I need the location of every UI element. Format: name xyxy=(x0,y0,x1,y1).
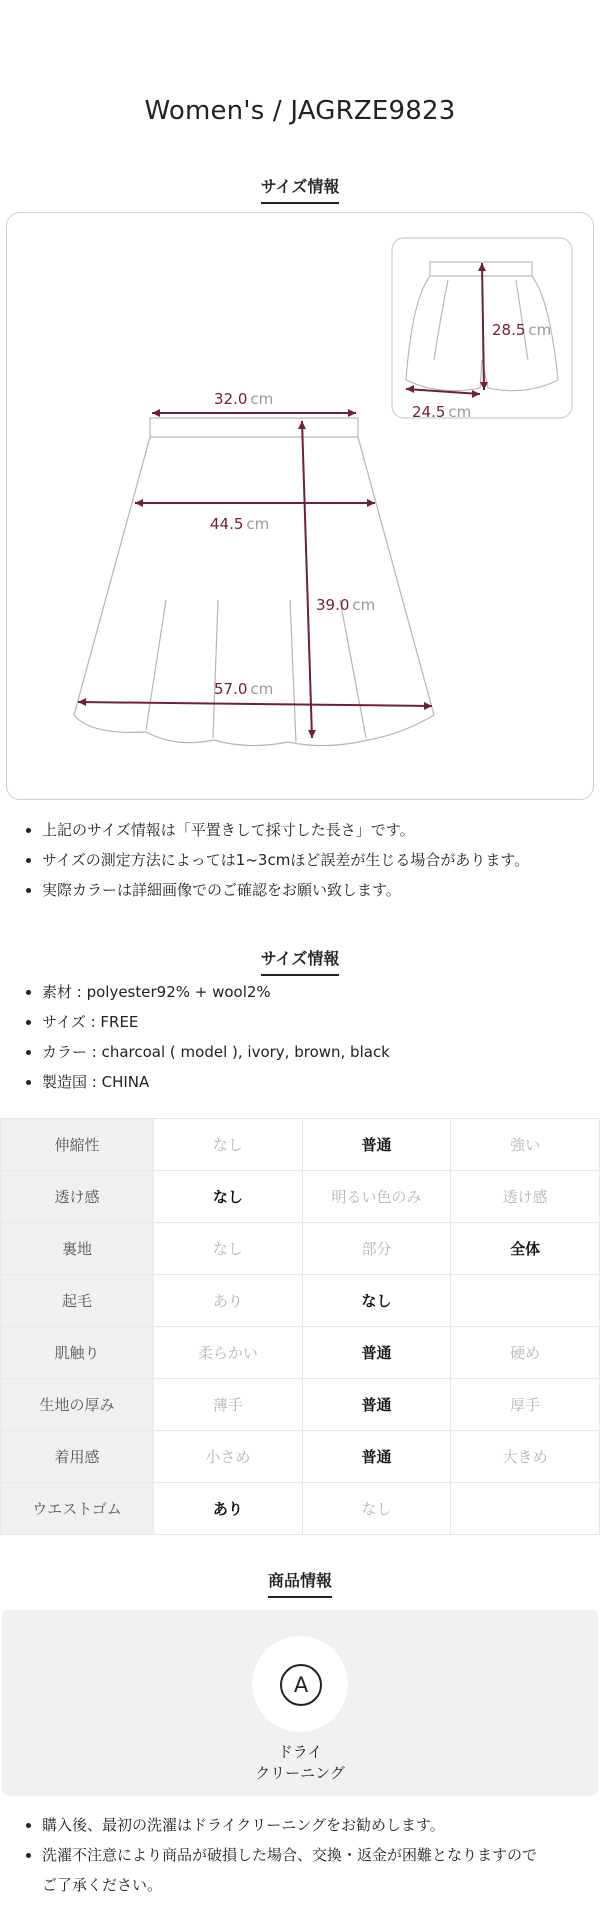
spec-option-cell: 部分 xyxy=(302,1223,451,1275)
spec-option-cell: 強い xyxy=(451,1119,600,1171)
table-row xyxy=(1,1483,600,1535)
spec-row-label: 裏地 xyxy=(1,1223,154,1275)
spec-option-cell: 小さめ xyxy=(154,1431,303,1483)
list-item: • 実際カラーは詳細画像でのご確認をお願い致します。 xyxy=(42,875,529,905)
spec-option-cell xyxy=(451,1483,600,1535)
product-info-heading: 商品情報 xyxy=(0,1568,600,1598)
spec-row-label: 伸縮性 xyxy=(1,1119,154,1171)
spec-row-label: 透け感 xyxy=(1,1171,154,1223)
spec-option-cell: 普通 xyxy=(302,1431,451,1483)
spec-option-cell: 大きめ xyxy=(451,1431,600,1483)
length-label: 39.0 cm xyxy=(316,596,376,614)
waist-label: 32.0 cm xyxy=(214,390,274,408)
spec-option-cell: 全体 xyxy=(451,1223,600,1275)
length-measure-line xyxy=(302,421,312,738)
size-info-heading: サイズ情報 xyxy=(0,174,600,204)
hem-label: 57.0 cm xyxy=(214,680,274,698)
spec-option-cell: 普通 xyxy=(302,1379,451,1431)
spec-option-cell: 厚手 xyxy=(451,1379,600,1431)
care-notes-list xyxy=(22,1810,537,1900)
spec-option-cell: なし xyxy=(302,1483,451,1535)
dry-clean-icon: A xyxy=(280,1664,322,1706)
fabric-spec-table xyxy=(0,1118,600,1535)
list-item: • 購入後、最初の洗濯はドライクリーニングをお勧めします。 xyxy=(42,1810,537,1840)
measure-lines xyxy=(78,263,488,738)
list-item: • カラー : charcoal ( model ), ivory, brown, black xyxy=(42,1037,390,1067)
inner-hem-label: 24.5 cm xyxy=(412,403,472,421)
table-row xyxy=(1,1223,600,1275)
material-info-heading: サイズ情報 xyxy=(0,946,600,976)
hem-measure-line xyxy=(78,702,432,706)
spec-option-cell: 薄手 xyxy=(154,1379,303,1431)
list-item: • サイズの測定方法によっては1~3cmほど誤差が生じる場合があります。 xyxy=(42,845,529,875)
spec-row-label: 生地の厚み xyxy=(1,1379,154,1431)
product-title: Women's / JAGRZE9823 xyxy=(144,96,456,126)
spec-table-body xyxy=(1,1119,600,1535)
list-item: • サイズ : FREE xyxy=(42,1007,390,1037)
table-row xyxy=(1,1275,600,1327)
care-label: ドライ クリーニング xyxy=(255,1743,345,1782)
spec-option-cell: 透け感 xyxy=(451,1171,600,1223)
table-row xyxy=(1,1171,600,1223)
hip-label: 44.5 cm xyxy=(210,515,270,533)
spec-row-label: 起毛 xyxy=(1,1275,154,1327)
spec-option-cell xyxy=(451,1275,600,1327)
inner-length-measure-line xyxy=(482,263,484,390)
list-item: • 素材 : polyester92% + wool2% xyxy=(42,977,390,1007)
spec-option-cell: 硬め xyxy=(451,1327,600,1379)
spec-option-cell: 柔らかい xyxy=(154,1327,303,1379)
spec-option-cell: 普通 xyxy=(302,1119,451,1171)
spec-option-cell: 普通 xyxy=(302,1327,451,1379)
spec-option-cell: 明るい色のみ xyxy=(302,1171,451,1223)
spec-row-label: 肌触り xyxy=(1,1327,154,1379)
table-row xyxy=(1,1431,600,1483)
spec-row-label: ウエストゴム xyxy=(1,1483,154,1535)
table-row xyxy=(1,1379,600,1431)
inner-length-label: 28.5 cm xyxy=(492,321,552,339)
spec-option-cell: なし xyxy=(302,1275,451,1327)
spec-row-label: 着用感 xyxy=(1,1431,154,1483)
table-row xyxy=(1,1327,600,1379)
list-item: • 上記のサイズ情報は「平置きして採寸した長さ」です。 xyxy=(42,815,529,845)
spec-option-cell: あり xyxy=(154,1483,303,1535)
table-row xyxy=(1,1119,600,1171)
list-item: • 製造国 : CHINA xyxy=(42,1067,390,1097)
care-icon-background xyxy=(252,1636,348,1732)
list-item: • 洗濯不注意により商品が破損した場合、交換・返金が困難となりますので ご了承ください。 xyxy=(42,1840,537,1900)
size-notes-list xyxy=(22,815,529,905)
care-instructions-box xyxy=(2,1610,598,1796)
spec-option-cell: なし xyxy=(154,1223,303,1275)
skirt-size-diagram xyxy=(0,0,600,820)
spec-option-cell: あり xyxy=(154,1275,303,1327)
spec-option-cell: なし xyxy=(154,1119,303,1171)
material-info-list xyxy=(22,977,390,1097)
spec-option-cell: なし xyxy=(154,1171,303,1223)
